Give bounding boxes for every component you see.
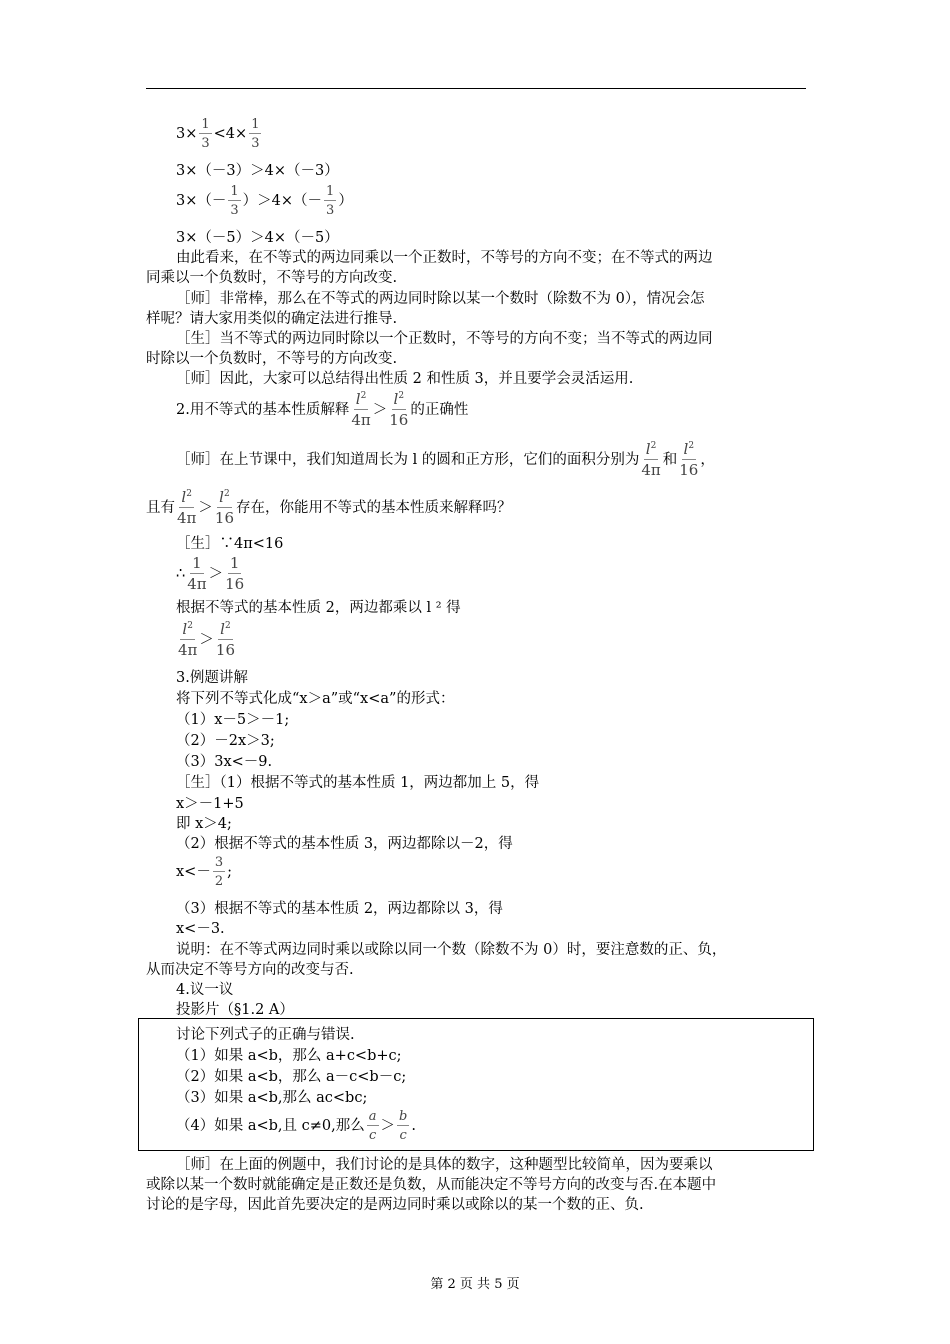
fraction: $\frac{3}{2}$ [214,855,224,889]
student-answer: ［生］∵4π<16 [176,536,284,552]
section-heading-4: 4.议一议 [176,982,234,998]
paragraph: ［师］在上面的例题中，我们讨论的是具体的数字，这种题型比较简单，因为要乘以 [176,1157,713,1173]
box-line: （4）如果 a<b,且 c≠0,那么 $\frac{a}{c}$ ＞ $\frac{b}{c}$ . [176,1109,416,1143]
paragraph: x<－3. [176,921,225,937]
paragraph: 同乘以一个负数时，不等号的方向改变. [146,270,398,286]
box-line: （1）如果 a<b，那么 a+c<b+c; [176,1048,402,1064]
list-item: （3）3x<－9. [176,754,273,770]
box-line: （2）如果 a<b，那么 a－c<b－c; [176,1069,407,1085]
fraction: $\frac{a}{c}$ [368,1109,377,1143]
paragraph: 将下列不等式化成“x＞a”或“x<a”的形式： [176,691,455,707]
fraction: $\frac{l^2}{16}$ [679,440,699,479]
fraction: $\frac{1}{4\pi}$ [187,554,207,593]
fraction: $\frac{l^2}{4\pi}$ [351,390,371,429]
ineq-line-4: 3×（－5）＞4×（－5） [176,230,339,246]
fraction: $\frac{1}{16}$ [225,554,245,593]
paragraph: 即 x＞4; [176,816,232,832]
paragraph: 由此看来，在不等式的两边同乘以一个正数时，不等号的方向不变；在不等式的两边 [176,250,713,266]
paragraph: ［生］（1）根据不等式的基本性质 1，两边都加上 5，得 [176,775,540,791]
paragraph: 投影片（§1.2 A） [176,1002,294,1018]
paragraph: ［师］非常棒，那么在不等式的两边同时除以某一个数时（除数不为 0），情况会怎 [176,291,705,307]
text: 3× [176,126,198,142]
box-line: 讨论下列式子的正确与错误. [176,1027,355,1043]
text: <4× [213,126,248,142]
paragraph: 讨论的是字母，因此首先要决定的是两边同时乘以或除以的某一个数的正、负. [146,1197,644,1213]
paragraph: ［师］因此，大家可以总结得出性质 2 和性质 3，并且要学会灵活运用. [176,371,634,387]
paragraph: 根据不等式的基本性质 2，两边都乘以 l ² 得 [176,600,461,616]
list-item: （1）x－5＞－1; [176,712,290,728]
fraction: $\frac{l^2}{16}$ [214,488,234,527]
paragraph: 从而决定不等号方向的改变与否. [146,962,354,978]
paragraph: 样呢？请大家用类似的确定法进行推导. [146,311,398,327]
fraction: $\frac{1}{3}$ [251,117,260,151]
paragraph: ［生］当不等式的两边同时除以一个正数时，不等号的方向不变；当不等式的两边同 [176,331,713,347]
section-heading-2: 2.用不等式的基本性质解释 $\frac{l^2}{4\pi}$ ＞ $\frac{l^2}{16}$ 的正确性 [176,390,469,429]
fraction: $\frac{b}{c}$ [399,1109,408,1143]
ineq-line-2: 3×（－3）＞4×（－3） [176,163,339,179]
paragraph: 时除以一个负数时，不等号的方向改变. [146,351,398,367]
paragraph: 或除以某一个数时就能确定是正数还是负数，从而能决定不等号方向的改变与否.在本题中 [146,1177,717,1193]
result-line: $\frac{l^2}{4\pi}$ ＞ $\frac{l^2}{16}$ [178,620,235,659]
fraction: $\frac{l^2}{4\pi}$ [178,620,198,659]
fraction: $\frac{l^2}{16}$ [215,620,235,659]
paragraph: （2）根据不等式的基本性质 3，两边都除以－2，得 [176,836,513,852]
page-footer: 第 2 页 共 5 页 [430,1277,520,1292]
paragraph: ［师］在上节课中，我们知道周长为 l 的圆和正方形，它们的面积分别为 $\frac{l^2}{4\pi}$ 和 $\frac{l^2}{16}$ ， [176,440,715,479]
box-line: （3）如果 a<b,那么 ac<bc; [176,1090,368,1106]
section-heading-3: 3.例题讲解 [176,670,248,686]
fraction: $\frac{1}{3}$ [326,184,335,218]
ineq-line-3: 3×（－ $\frac{1}{3}$ ）＞4×（－ $\frac{1}{3}$ ） [176,184,353,218]
fraction: $\frac{1}{3}$ [230,184,239,218]
fraction: $\frac{1}{3}$ [201,117,210,151]
therefore-line: ∴ $\frac{1}{4\pi}$ ＞ $\frac{1}{16}$ [176,554,245,593]
paragraph: （3）根据不等式的基本性质 2，两边都除以 3，得 [176,901,503,917]
fraction: $\frac{l^2}{4\pi}$ [641,440,661,479]
list-item: （2）－2x＞3; [176,733,275,749]
paragraph: 说明：在不等式两边同时乘以或除以同一个数（除数不为 0）时，要注意数的正、负， [176,942,727,958]
ineq-line-1 [176,118,263,150]
fraction: $\frac{l^2}{4\pi}$ [177,488,197,527]
header-rule [146,88,806,89]
paragraph: 且有 $\frac{l^2}{4\pi}$ ＞ $\frac{l^2}{16}$ 存在，你能用不等式的基本性质来解释吗？ [146,488,512,527]
paragraph: x＞－1+5 [176,796,244,812]
fraction: $\frac{l^2}{16}$ [389,390,409,429]
result-line: x<－ $\frac{3}{2}$ ; [176,855,232,889]
